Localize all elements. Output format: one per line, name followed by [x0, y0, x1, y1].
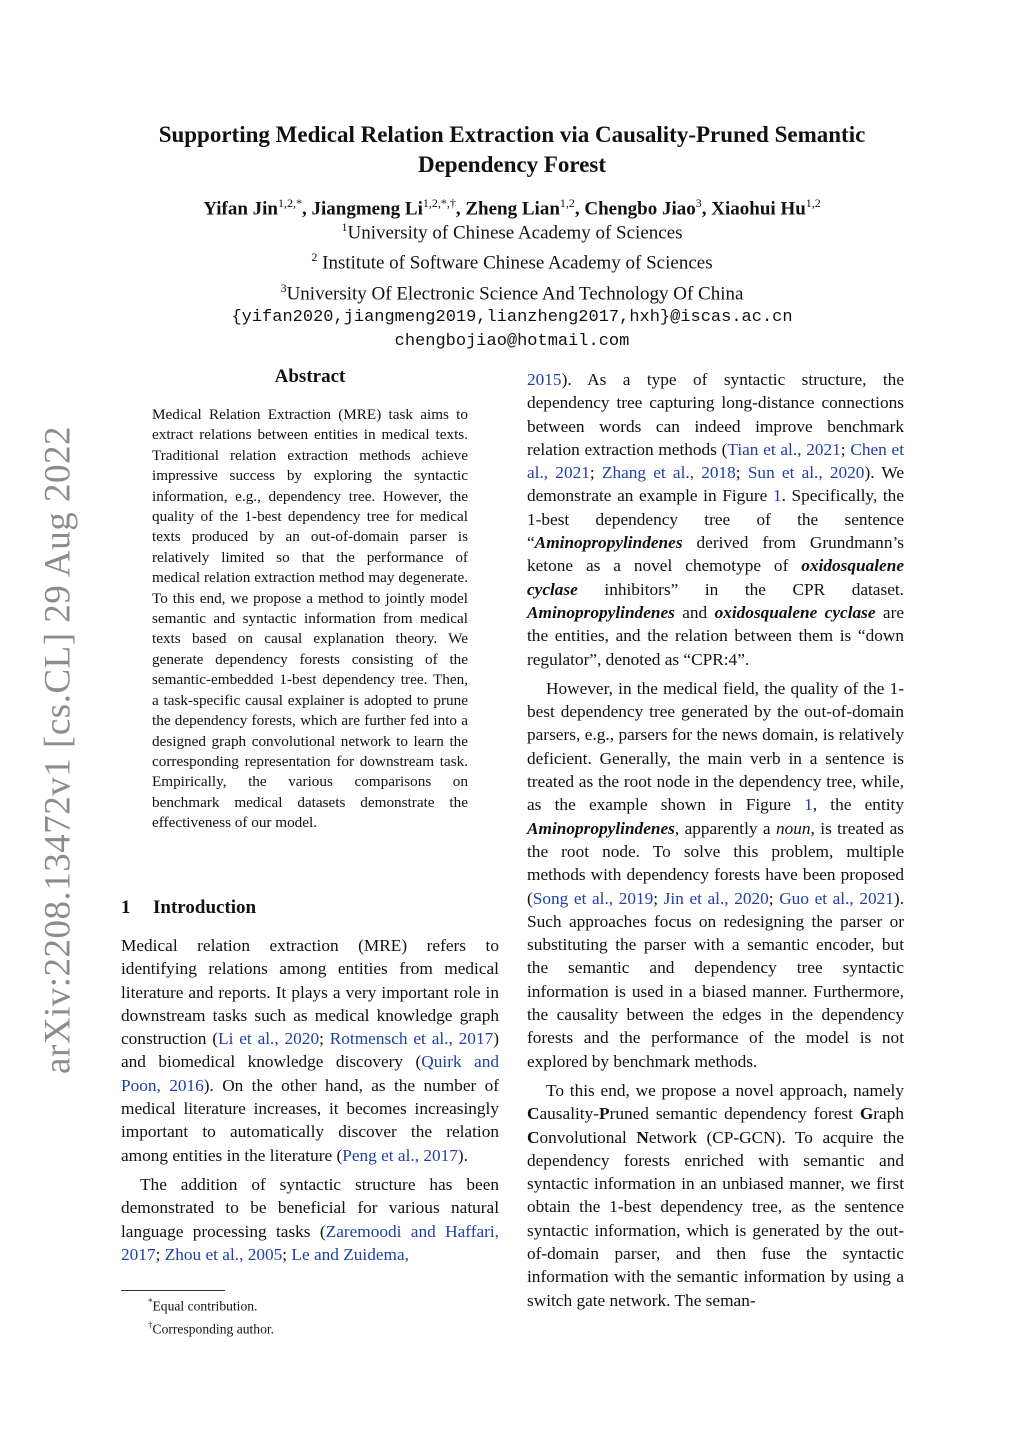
text-run: onvolutional	[539, 1127, 637, 1147]
footnote	[148, 1316, 274, 1339]
footnote	[148, 1293, 274, 1316]
citation-link[interactable]: Le and Zuidema,	[291, 1244, 409, 1264]
emphasis: noun	[775, 818, 811, 838]
text-run: ;	[282, 1244, 292, 1264]
section-heading	[121, 897, 501, 919]
author-affiliation-marks: 1,2	[559, 196, 575, 210]
affiliation-text: Institute of Software Chinese Academy of Sciences	[317, 252, 713, 274]
citation-link[interactable]: Zhang et al., 2018	[601, 463, 736, 483]
arxiv-identifier-stamp: arXiv:2208.13472v1 [cs.CL] 29 Aug 2022	[37, 426, 79, 1074]
citation-link[interactable]: Jin et al., 2020	[663, 888, 769, 908]
text-run: , apparently a	[674, 818, 776, 838]
footnote-text: Corresponding author.	[152, 1321, 275, 1337]
affiliation	[120, 245, 904, 275]
paragraph	[121, 1173, 499, 1266]
text-run: ). We demonstrate an example in Figure	[527, 463, 905, 506]
affiliation-block	[120, 215, 904, 354]
paragraph	[527, 1079, 904, 1312]
text-run: ). On the other hand, as the number of medical literature increases, it becomes increasingly important to automatically discover the relation among entities in the literature (	[121, 1075, 499, 1165]
text-run: ) and biomedical knowledge discovery (	[121, 1029, 499, 1072]
text-run: and	[674, 602, 715, 622]
text-run: ). Such approaches focus on redesigning the parser or substituting the parser with a semantic encoder, but the semantic and dependency tree syntactic information is used in a biased manner. Furthermore, the causality between the edges in the dependency forests and the performance of the model is not explored by benchmark methods.	[527, 888, 904, 1071]
affiliation-mark: 3	[280, 280, 287, 295]
bold-letter: N	[636, 1127, 649, 1147]
footnotes	[148, 1293, 274, 1338]
entity-term: oxidosqualene cyclase	[527, 556, 904, 599]
entity-term: Aminopropylindenes	[527, 602, 675, 622]
intro-right-column	[527, 368, 904, 1312]
text-run: , is treated as the root node. To solve this problem, multiple methods with dependency forests have been proposed (	[527, 818, 904, 908]
paragraph	[527, 677, 904, 1073]
footnote-text: Equal contribution.	[152, 1298, 258, 1314]
citation-link[interactable]: 1	[772, 486, 782, 506]
intro-left-column	[121, 934, 499, 1266]
citation-link[interactable]: Zhou et al., 2005	[164, 1244, 283, 1264]
affiliation	[120, 276, 904, 306]
author-separator: ,	[574, 198, 585, 220]
author-affiliation-marks: 1,2,*	[278, 196, 302, 210]
citation-link[interactable]: 2015	[527, 370, 562, 389]
citation-link[interactable]: Song et al., 2019	[532, 888, 654, 908]
text-run: ausality-	[539, 1104, 599, 1124]
text-run: ;	[653, 888, 664, 908]
footnote-rule	[121, 1290, 225, 1291]
bold-letter: P	[599, 1104, 610, 1124]
text-run: ).	[457, 1145, 468, 1165]
author-affiliation-marks: 3	[695, 196, 702, 210]
text-run: ;	[840, 439, 851, 459]
citation-link[interactable]: Chen et al., 2021	[527, 439, 904, 483]
text-run: To this end, we propose a novel approach, namely	[546, 1080, 904, 1100]
affiliation	[120, 215, 904, 245]
citation-link[interactable]: Guo et al., 2021	[779, 888, 894, 908]
entity-term: oxidosqualene cyclase	[714, 602, 876, 622]
abstract-text: Medical Relation Extraction (MRE) task aims to extract relations between entities in medical texts. Traditional relation extraction methods achieve impressive success by exploring the syntactic information, e.g., dependency tree. However, the quality of the 1-best dependency tree for medical texts produced by an out-of-domain parser is relatively limited so that the performance of medical relation extraction method may degenerate. To this end, we propose a method to jointly model semantic and syntactic information from medical texts based on causal explanation theory. We generate dependency forests consisting of the semantic-embedded 1-best dependency tree. Then, a task-specific causal explainer is adopted to prune the dependency forests, which are further fed into a designed graph convolutional network to learn the corresponding representation for downstream task. Empirically, the various comparisons on benchmark medical datasets demonstrate the effectiveness of our model.	[152, 406, 468, 832]
author: Zheng Lian	[465, 198, 560, 220]
text-run: , the entity	[812, 795, 904, 815]
affiliation-text: University of Chinese Academy of Sciences	[347, 222, 683, 244]
citation-link[interactable]: Zaremoodi and Haffari, 2017	[121, 1221, 499, 1264]
author-separator: ,	[455, 198, 466, 220]
section-number: 1	[121, 897, 131, 918]
author-affiliation-marks: 1,2,*,†	[422, 196, 456, 210]
citation-link[interactable]: 1	[804, 795, 813, 815]
section-title: Introduction	[153, 897, 257, 918]
email-line[interactable]: chengbojiao@hotmail.com	[394, 331, 630, 351]
abstract-heading: Abstract	[274, 366, 346, 387]
text-run: ). As a type of syntactic structure, the dependency tree capturing long-distance connections between words can indeed improve benchmark relation extraction methods (	[527, 370, 904, 459]
citation-link[interactable]: Rotmensch et al., 2017	[329, 1029, 494, 1049]
footnote-mark: *	[148, 1297, 153, 1307]
bold-letter: C	[527, 1104, 540, 1124]
author: Chengbo Jiao	[584, 198, 696, 220]
author: Xiaohui Hu	[711, 198, 806, 220]
paragraph	[121, 934, 499, 1167]
text-run: Medical relation extraction (MRE) refers to identifying relations among entities from medical literature and reports. It plays a very important role in downstream tasks such as medical knowledge graph construction (	[121, 936, 499, 1049]
text-run: However, in the medical field, the quality of the 1-best dependency tree generated by the out-of-domain parsers, e.g., parsers for the news domain, is relatively deficient. Generally, the main verb in a sentence is treated as the root node in the dependency tree, while, as the example shown in Figure	[527, 678, 904, 815]
author-separator: ,	[302, 198, 312, 220]
text-run: runed semantic dependency forest	[609, 1104, 860, 1124]
text-run: . Specifically, the 1-best dependency tree of the sentence “	[527, 486, 904, 553]
entity-term: Aminopropylindenes	[527, 818, 675, 838]
email-line[interactable]: {yifan2020,jiangmeng2019,lianzheng2017,hxh}@iscas.ac.cn	[231, 307, 793, 327]
citation-link[interactable]: Quirk and Poon, 2016	[121, 1052, 499, 1095]
text-run: ;	[768, 888, 780, 908]
text-run: ;	[589, 463, 602, 483]
author: Yifan Jin	[203, 198, 278, 220]
text-run: raph	[873, 1104, 904, 1124]
text-run: ;	[735, 463, 748, 483]
citation-link[interactable]: Li et al., 2020	[218, 1029, 320, 1049]
citation-link[interactable]: Peng et al., 2017	[342, 1145, 458, 1165]
bold-letter: C	[527, 1127, 540, 1147]
citation-link[interactable]: Tian et al., 2021	[727, 439, 841, 459]
text-run: The addition of syntactic structure has been demonstrated to be beneficial for various natural language processing tasks (	[121, 1174, 499, 1241]
text-run: derived from Grundmann’s ketone as a novel chemotype of	[527, 533, 904, 576]
text-run: ;	[155, 1244, 165, 1264]
paragraph	[527, 368, 904, 671]
text-run: ;	[319, 1029, 330, 1049]
entity-term: Aminopropylindenes	[534, 533, 683, 553]
paper-title: Supporting Medical Relation Extraction via Causality-Pruned Semantic Dependency Forest	[158, 122, 866, 177]
text-run: etwork (CP-GCN). To acquire the dependency forests enriched with semantic and syntactic information in an unbiased manner, we first obtain the 1-best dependency tree, as the sentence syntactic information, which is generated by the out-of-domain parser, and then fuse the syntactic information with the semantic information by using a switch gate network. The seman-	[527, 1127, 904, 1310]
text-run: are the entities, and the relation between them is “down regulator”, denoted as “CPR:4”.	[527, 602, 905, 669]
author: Jiangmeng Li	[311, 198, 423, 220]
affiliation-mark: 1	[341, 220, 348, 234]
affiliation-mark: 2	[311, 250, 318, 265]
author-affiliation-marks: 1,2	[805, 196, 821, 210]
text-run: inhibitors” in the CPR dataset.	[577, 579, 904, 599]
author-separator: ,	[701, 198, 712, 220]
affiliation-text: University Of Electronic Science And Technology Of China	[286, 282, 744, 304]
bold-letter: G	[859, 1104, 874, 1124]
citation-link[interactable]: Sun et al., 2020	[747, 463, 865, 483]
footnote-mark: †	[148, 1319, 153, 1330]
